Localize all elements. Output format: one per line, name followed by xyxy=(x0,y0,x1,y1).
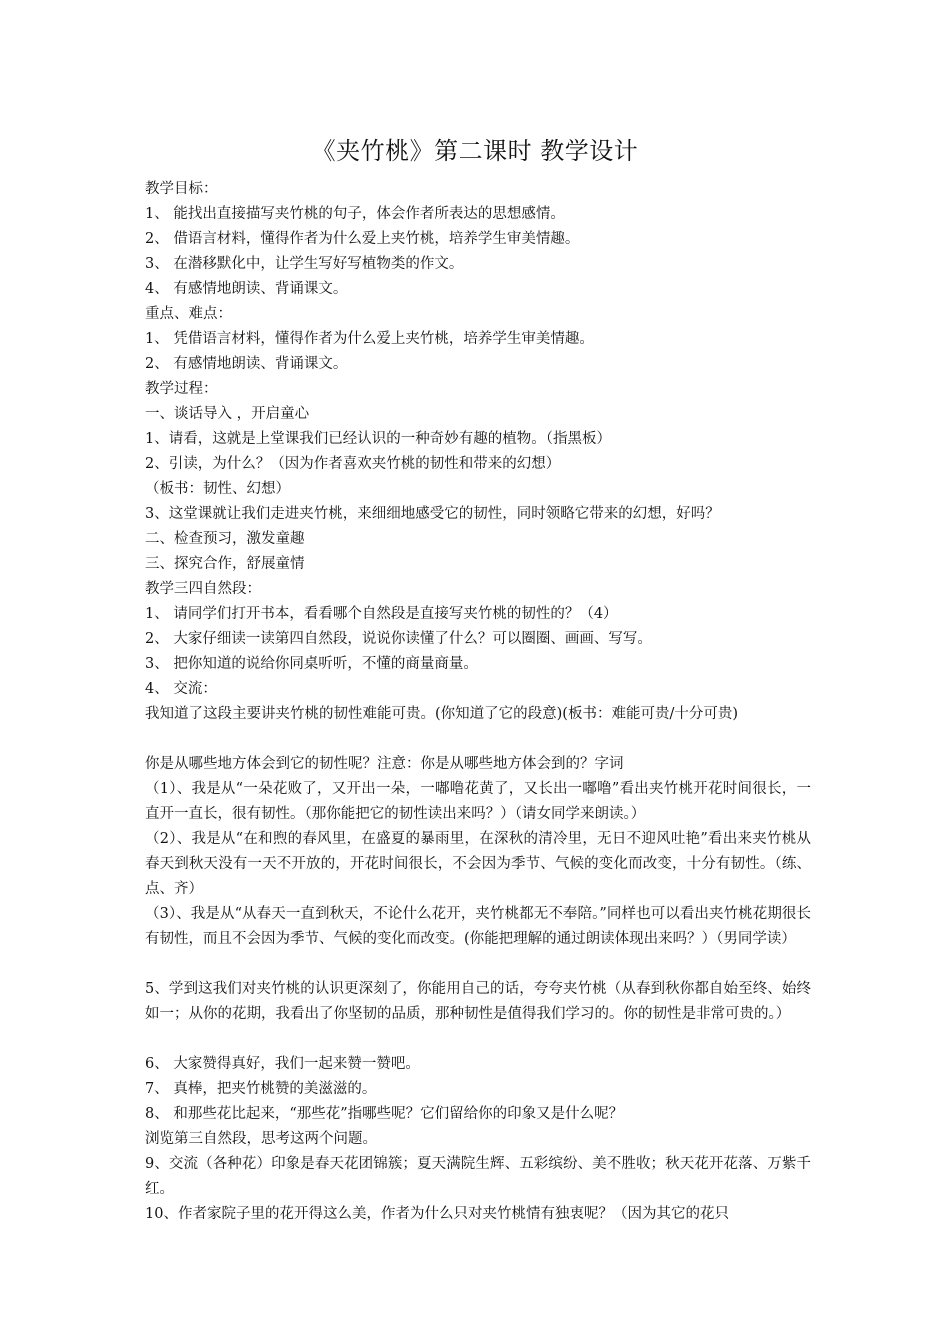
body-paragraph: 8、 和那些花比起来，“那些花”指哪些呢？它们留给你的印象又是什么呢？ xyxy=(145,1106,624,1122)
body-paragraph: 10、作者家院子里的花开得这么美，作者为什么只对夹竹桃情有独衷呢？（因为其它的花只 xyxy=(145,1206,729,1222)
process-line: （板书：韧性、幻想） xyxy=(145,481,290,497)
key-point-item: 1、 凭借语言材料，懂得作者为什么爱上夹竹桃，培养学生审美情趣。 xyxy=(145,331,594,347)
process-line: 1、请看，这就是上堂课我们已经认识的一种奇妙有趣的植物。（指黑板） xyxy=(145,431,611,447)
objective-item: 1、 能找出直接描写夹竹桃的句子，体会作者所表达的思想感情。 xyxy=(145,206,565,222)
process-line: 教学三四自然段： xyxy=(145,581,261,597)
body-paragraph: 9、交流（各种花）印象是春天花团锦簇；夏天满院生辉、五彩缤纷、美不胜收；秋天花开花落、万紫千红。 xyxy=(145,1156,811,1197)
document-body xyxy=(145,177,811,1227)
process-step-heading: 一、谈话导入 ，开启童心 xyxy=(145,406,310,422)
section-heading-key-points: 重点、难点： xyxy=(145,306,232,322)
objective-item: 2、 借语言材料，懂得作者为什么爱上夹竹桃，培养学生审美情趣。 xyxy=(145,231,580,247)
body-paragraph: 6、 大家赞得真好，我们一起来赞一赞吧。 xyxy=(145,1056,420,1072)
body-paragraph: （3）、我是从“从春天一直到秋天，不论什么花开，夹竹桃都无不奉陪。”同样也可以看出夹竹桃花期很长有韧性，而且不会因为季节、气候的变化而改变。(你能把理解的通过朗读体现出来吗？）（男同学读） xyxy=(145,906,811,947)
process-line: 3、这堂课就让我们走进夹竹桃，来细细地感受它的韧性，同时领略它带来的幻想，好吗？ xyxy=(145,506,720,522)
key-point-item: 2、 有感情地朗读、背诵课文。 xyxy=(145,356,348,372)
process-line: 1、 请同学们打开书本，看看哪个自然段是直接写夹竹桃的韧性的？（4） xyxy=(145,606,618,622)
section-heading-process: 教学过程： xyxy=(145,381,218,397)
body-paragraph: 浏览第三自然段，思考这两个问题。 xyxy=(145,1131,377,1147)
objective-item: 4、 有感情地朗读、背诵课文。 xyxy=(145,281,348,297)
objective-item: 3、 在潜移默化中，让学生写好写植物类的作文。 xyxy=(145,256,464,272)
body-paragraph: 我知道了这段主要讲夹竹桃的韧性难能可贵。(你知道了它的段意)(板书：难能可贵/十分可贵) xyxy=(145,706,739,722)
process-step-heading: 二、检查预习，激发童趣 xyxy=(145,531,305,547)
body-paragraph: 你是从哪些地方体会到它的韧性呢？注意：你是从哪些地方体会到的？字词 xyxy=(145,756,624,772)
document-title: 《夹竹桃》第二课时 教学设计 xyxy=(311,137,639,165)
section-heading-objectives: 教学目标： xyxy=(145,181,218,197)
process-line: 4、 交流： xyxy=(145,681,217,697)
process-line: 2、引读，为什么？（因为作者喜欢夹竹桃的韧性和带来的幻想） xyxy=(145,456,561,472)
process-step-heading: 三、探究合作，舒展童情 xyxy=(145,556,305,572)
body-paragraph: （2）、我是从“在和煦的春风里，在盛夏的暴雨里，在深秋的清冷里，无日不迎风吐艳”看出来夹竹桃从春天到秋天没有一天不开放的，开花时间很长，不会因为季节、气候的变化而改变，十分有韧性。（练、点、齐） xyxy=(145,831,811,897)
process-line: 3、 把你知道的说给你同桌听听，不懂的商量商量。 xyxy=(145,656,478,672)
body-paragraph: （1）、我是从“一朵花败了，又开出一朵，一嘟噜花黄了，又长出一嘟噜”看出夹竹桃开花时间很长，一直开一直长，很有韧性。（那你能把它的韧性读出来吗？）（请女同学来朗读。） xyxy=(145,781,811,822)
body-paragraph: 7、 真棒，把夹竹桃赞的美滋滋的。 xyxy=(145,1081,377,1097)
process-line: 2、 大家仔细读一读第四自然段，说说你读懂了什么？可以圈圈、画画、写写。 xyxy=(145,631,652,647)
body-paragraph: 5、学到这我们对夹竹桃的认识更深刻了，你能用自己的话，夸夸夹竹桃（从春到秋你都自始至终、始终如一；从你的花期，我看出了你坚韧的品质，那种韧性是值得我们学习的。你的韧性是非常可贵的。） xyxy=(145,981,811,1022)
